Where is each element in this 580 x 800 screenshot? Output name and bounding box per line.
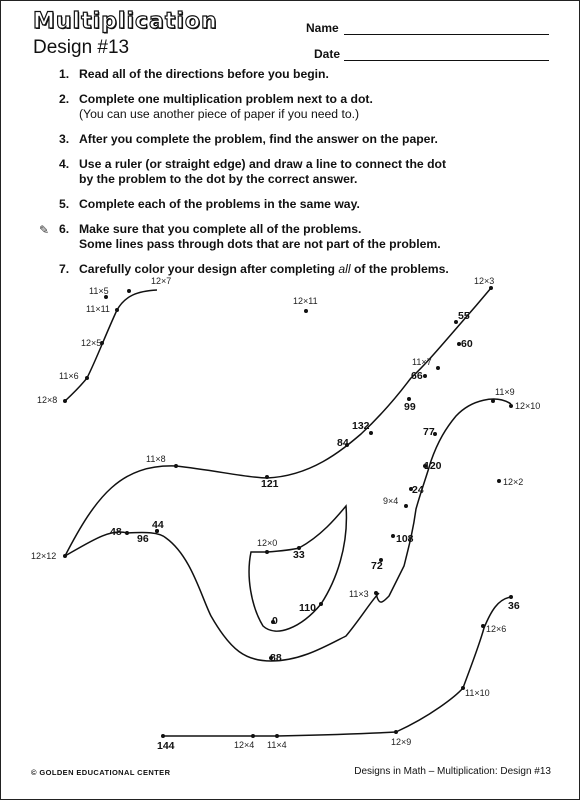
direction-text: Make sure that you complete all of the problems. <box>79 222 362 236</box>
answer-label: 132 <box>352 420 370 432</box>
dot-design <box>1 266 580 766</box>
answer-label: 144 <box>157 740 175 752</box>
answer-label: 44 <box>152 519 164 531</box>
curve-bottom <box>163 597 511 736</box>
pencil-icon: ✎ <box>39 223 50 237</box>
answer-dot <box>369 431 373 435</box>
direction-item <box>39 222 549 252</box>
direction-number: 4. <box>59 157 70 171</box>
answer-label: 48 <box>110 526 122 538</box>
answer-label: 33 <box>293 549 305 561</box>
problem-label: 12×10 <box>515 401 541 411</box>
page-credit: Designs in Math – Multiplication: Design #13 <box>354 766 551 777</box>
problem-dot <box>394 730 398 734</box>
problem-dot <box>491 399 495 403</box>
problem-dot <box>489 286 493 290</box>
problem-dot <box>85 376 89 380</box>
answer-label: 110 <box>299 602 316 614</box>
problem-dot <box>265 550 269 554</box>
direction-text: After you complete the problem, find the answer on the paper. <box>79 132 438 146</box>
answer-dot <box>509 595 513 599</box>
problem-dot <box>63 554 67 558</box>
direction-number: 2. <box>59 92 70 106</box>
date-label: Date <box>314 47 341 61</box>
answer-dot <box>161 734 165 738</box>
direction-text: Use a ruler (or straight edge) and draw a line to connect the dot <box>79 157 447 171</box>
direction-text: Complete each of the problems in the same way. <box>79 197 360 211</box>
problem-label: 12×2 <box>503 477 524 487</box>
problem-label: 12×4 <box>234 740 255 750</box>
direction-subtext: Some lines pass through dots that are not part of the problem. <box>79 237 441 251</box>
answer-dot <box>391 534 395 538</box>
problem-label: 12×9 <box>391 737 412 747</box>
problem-label: 12×12 <box>31 551 57 561</box>
answer-label: 0 <box>272 615 278 627</box>
name-label: Name <box>306 21 339 35</box>
direction-subtext: (You can use another piece of paper if you need to.) <box>79 107 360 121</box>
direction-emphasis: all <box>338 262 351 276</box>
curve-long-upper <box>65 288 491 556</box>
problem-dot <box>127 289 131 293</box>
problem-label: 12×8 <box>37 395 58 405</box>
problem-label: 12×7 <box>151 276 172 286</box>
answer-label: 24 <box>412 484 424 496</box>
direction-number: 6. <box>59 222 70 236</box>
problem-label: 12×3 <box>474 276 495 286</box>
publisher-credit: © GOLDEN EDUCATIONAL CENTER <box>31 768 171 777</box>
answer-dot <box>125 531 129 535</box>
answer-label: 72 <box>371 560 383 572</box>
page-title: Multiplication <box>33 9 218 34</box>
direction-item <box>59 92 549 122</box>
answer-dot <box>423 374 427 378</box>
direction-number: 5. <box>59 197 70 211</box>
design-lines <box>65 288 511 736</box>
problem-label: 9×4 <box>383 496 399 506</box>
name-field[interactable] <box>344 34 549 35</box>
problem-dot <box>436 366 440 370</box>
problem-label: 12×5 <box>81 338 102 348</box>
problem-dot <box>304 309 308 313</box>
curve-inner-loop <box>249 506 346 631</box>
answer-label: 84 <box>337 437 349 449</box>
problem-dot <box>275 734 279 738</box>
problem-label: 11×4 <box>267 740 287 750</box>
curve-top-left <box>65 290 157 401</box>
direction-text: Complete one multiplication problem next to a dot. <box>79 92 373 106</box>
problem-label: 11×7 <box>412 357 432 367</box>
problem-label: 11×11 <box>86 304 110 314</box>
problem-label: 12×6 <box>486 624 507 634</box>
direction-subtext: by the problem to the dot by the correct answer. <box>79 172 358 186</box>
answer-dot <box>319 602 323 606</box>
problem-dot <box>63 399 67 403</box>
problem-dot <box>174 464 178 468</box>
direction-number: 7. <box>59 262 70 276</box>
direction-number: 3. <box>59 132 70 146</box>
page-subtitle: Design #13 <box>33 37 130 58</box>
dot-layer <box>31 276 540 752</box>
answer-label: 99 <box>404 401 416 413</box>
problem-dot <box>497 479 501 483</box>
problem-dot <box>374 591 378 595</box>
problem-dot <box>115 308 119 312</box>
direction-number: 1. <box>59 67 70 81</box>
problem-dot <box>251 734 255 738</box>
problem-label: 11×6 <box>59 371 79 381</box>
direction-text: Carefully color your design after completing <box>79 262 339 276</box>
directions-list <box>39 67 549 287</box>
answer-label: 96 <box>137 533 149 545</box>
direction-item <box>59 67 549 82</box>
answer-label: 121 <box>261 478 279 490</box>
problem-label: 12×0 <box>257 538 278 548</box>
problem-dot <box>509 404 513 408</box>
answer-label: 36 <box>508 600 520 612</box>
direction-text: Read all of the directions before you begin. <box>79 67 329 81</box>
problem-label: 11×10 <box>465 688 490 698</box>
answer-label: 120 <box>424 460 442 472</box>
direction-text: of the problems. <box>350 262 449 276</box>
problem-dot <box>404 504 408 508</box>
answer-label: 60 <box>461 338 473 350</box>
problem-label: 11×3 <box>349 589 369 599</box>
problem-dot <box>481 624 485 628</box>
direction-item <box>59 157 549 187</box>
answer-label: 55 <box>458 310 470 322</box>
direction-item <box>59 132 549 147</box>
date-field[interactable] <box>344 60 549 61</box>
problem-label: 12×11 <box>293 296 318 306</box>
problem-label: 11×8 <box>146 454 166 464</box>
problem-label: 11×9 <box>495 387 515 397</box>
curve-lower-swoop <box>65 532 379 661</box>
direction-item <box>59 197 549 212</box>
answer-label: 66 <box>411 370 423 382</box>
answer-label: 108 <box>396 533 414 545</box>
problem-label: 11×5 <box>89 286 109 296</box>
answer-label: 88 <box>270 652 282 664</box>
answer-label: 77 <box>423 426 435 438</box>
